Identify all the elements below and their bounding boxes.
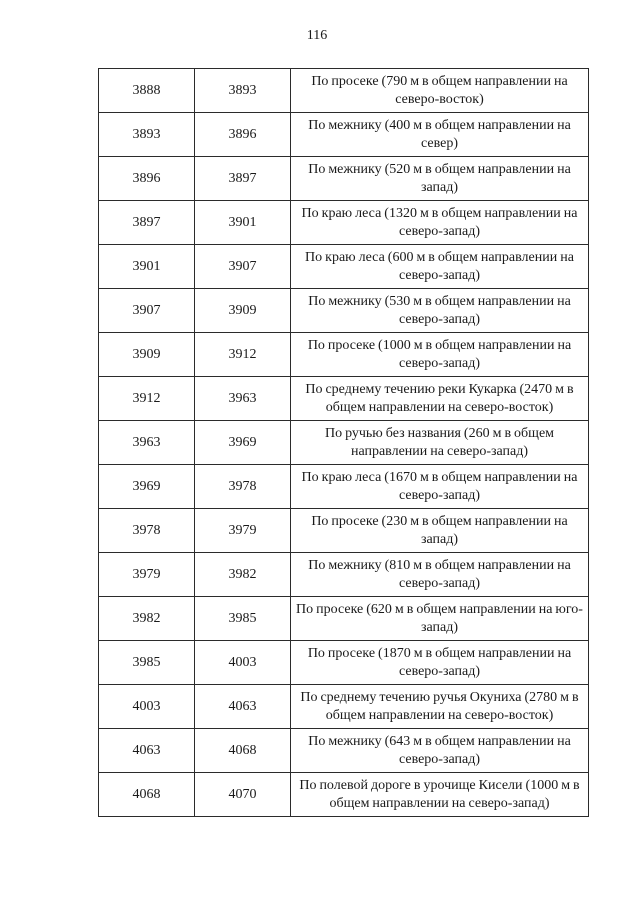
cell-description: По среднему течению ручья Окуниха (2780 м в общем направлении на северо-восток)	[291, 685, 589, 729]
cell-to-point: 3982	[195, 553, 291, 597]
cell-description: По межнику (530 м в общем направлении на северо-запад)	[291, 289, 589, 333]
cell-to-point: 3897	[195, 157, 291, 201]
boundary-table	[98, 68, 589, 817]
cell-to-point: 3907	[195, 245, 291, 289]
cell-description: По просеке (1000 м в общем направлении на северо-запад)	[291, 333, 589, 377]
cell-to-point: 3901	[195, 201, 291, 245]
table-row	[99, 333, 589, 377]
table-row	[99, 157, 589, 201]
cell-to-point: 3979	[195, 509, 291, 553]
cell-from-point: 3985	[99, 641, 195, 685]
table-row	[99, 773, 589, 817]
cell-description: По среднему течению реки Кукарка (2470 м в общем направлении на северо-восток)	[291, 377, 589, 421]
table-row	[99, 641, 589, 685]
cell-from-point: 4003	[99, 685, 195, 729]
cell-description: По межнику (520 м в общем направлении на запад)	[291, 157, 589, 201]
cell-from-point: 3912	[99, 377, 195, 421]
cell-from-point: 3982	[99, 597, 195, 641]
cell-description: По просеке (790 м в общем направлении на северо-восток)	[291, 69, 589, 113]
cell-description: По просеке (230 м в общем направлении на запад)	[291, 509, 589, 553]
cell-to-point: 3912	[195, 333, 291, 377]
table-row	[99, 245, 589, 289]
cell-from-point: 3978	[99, 509, 195, 553]
table-row	[99, 421, 589, 465]
cell-description: По полевой дороге в урочище Кисели (1000 м в общем направлении на северо-запад)	[291, 773, 589, 817]
cell-from-point: 4068	[99, 773, 195, 817]
cell-to-point: 4003	[195, 641, 291, 685]
table-row	[99, 465, 589, 509]
cell-from-point: 3907	[99, 289, 195, 333]
cell-to-point: 3909	[195, 289, 291, 333]
cell-description: По межнику (810 м в общем направлении на северо-запад)	[291, 553, 589, 597]
cell-from-point: 3893	[99, 113, 195, 157]
cell-description: По просеке (1870 м в общем направлении на северо-запад)	[291, 641, 589, 685]
cell-description: По краю леса (1320 м в общем направлении на северо-запад)	[291, 201, 589, 245]
cell-from-point: 3896	[99, 157, 195, 201]
table-row	[99, 377, 589, 421]
table-row	[99, 553, 589, 597]
cell-description: По межнику (643 м в общем направлении на северо-запад)	[291, 729, 589, 773]
table-row	[99, 113, 589, 157]
cell-to-point: 3963	[195, 377, 291, 421]
cell-description: По просеке (620 м в общем направлении на юго-запад)	[291, 597, 589, 641]
cell-to-point: 3969	[195, 421, 291, 465]
cell-from-point: 3897	[99, 201, 195, 245]
cell-description: По краю леса (1670 м в общем направлении на северо-запад)	[291, 465, 589, 509]
page-number: 116	[306, 28, 328, 43]
cell-to-point: 4063	[195, 685, 291, 729]
table-row	[99, 509, 589, 553]
table-row	[99, 69, 589, 113]
cell-from-point: 4063	[99, 729, 195, 773]
cell-from-point: 3888	[99, 69, 195, 113]
cell-from-point: 3963	[99, 421, 195, 465]
table-row	[99, 685, 589, 729]
cell-description: По краю леса (600 м в общем направлении на северо-запад)	[291, 245, 589, 289]
cell-to-point: 3985	[195, 597, 291, 641]
cell-to-point: 4070	[195, 773, 291, 817]
cell-to-point: 3978	[195, 465, 291, 509]
cell-from-point: 3901	[99, 245, 195, 289]
cell-description: По ручью без названия (260 м в общем направлении на северо-запад)	[291, 421, 589, 465]
cell-to-point: 3893	[195, 69, 291, 113]
cell-from-point: 3909	[99, 333, 195, 377]
table-row	[99, 289, 589, 333]
cell-description: По межнику (400 м в общем направлении на север)	[291, 113, 589, 157]
table-row	[99, 201, 589, 245]
table-row	[99, 597, 589, 641]
cell-from-point: 3979	[99, 553, 195, 597]
cell-to-point: 4068	[195, 729, 291, 773]
cell-from-point: 3969	[99, 465, 195, 509]
cell-to-point: 3896	[195, 113, 291, 157]
table-row	[99, 729, 589, 773]
table-body	[99, 69, 589, 817]
